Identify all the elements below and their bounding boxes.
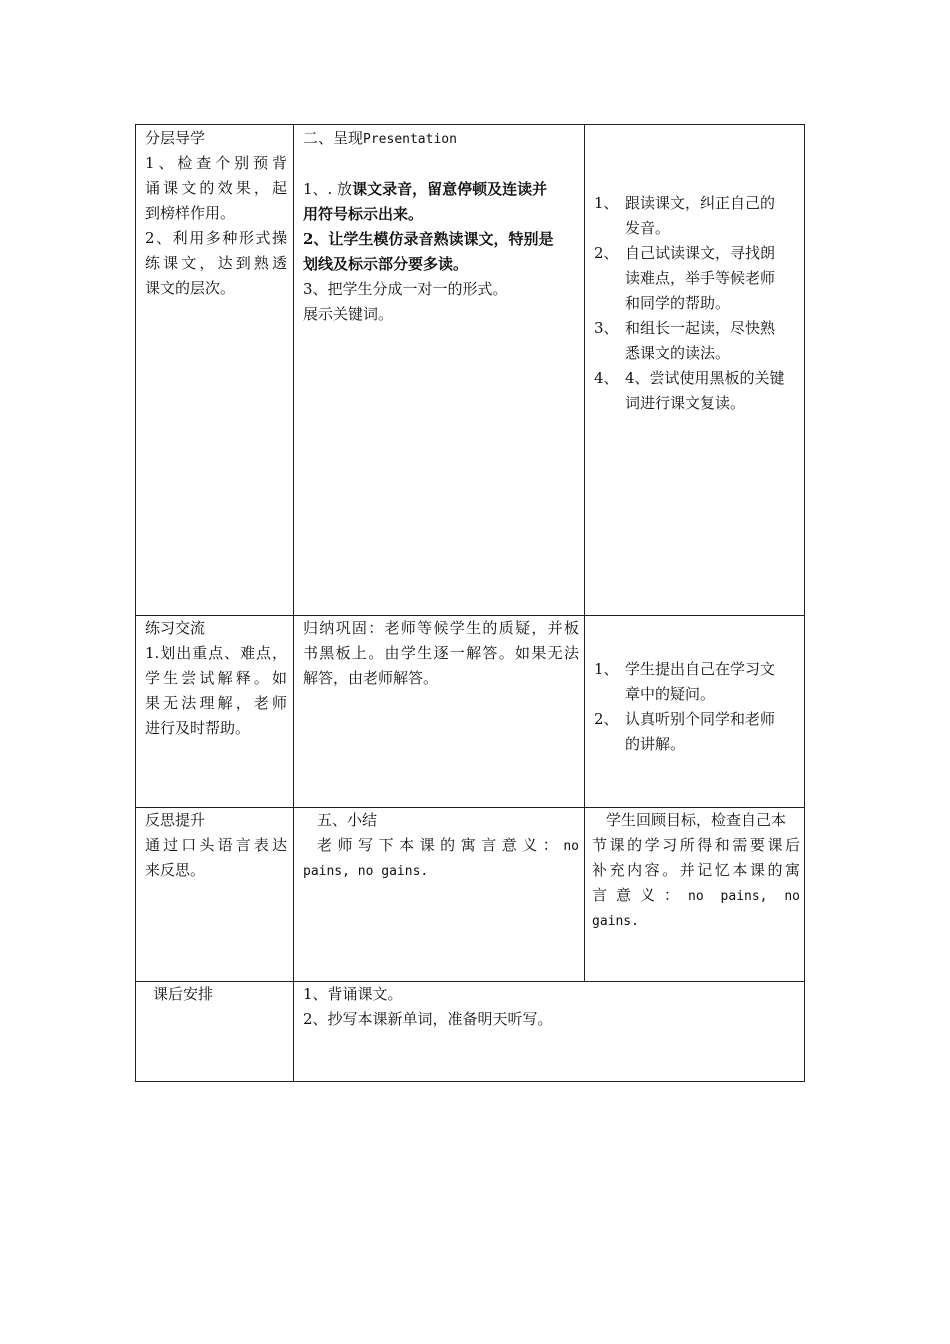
item-number: 4、 (594, 369, 619, 387)
row2-student-cell (594, 657, 800, 757)
item-number: 1、 (594, 660, 619, 678)
stage-line: 1.划出重点、难点， (145, 644, 287, 662)
stage-line: 果无法理解，老师 (145, 694, 287, 712)
student-activity-item: 2、 自己试读课文，寻找朗 读难点，举手等候老师 和同学的帮助。 (594, 241, 800, 316)
row2-teacher-cell (303, 616, 579, 691)
step-bold-text: 划线及标示部分要多读。 (303, 255, 469, 273)
item-number: 2、 (594, 710, 619, 728)
table-col-divider (293, 124, 294, 1082)
student-activity-item: 1、 学生提出自己在学习文 章中的疑问。 (594, 657, 800, 707)
item-number: 2、 (594, 244, 619, 262)
teacher-step-4: 展示关键词。 (303, 305, 394, 323)
section-heading (303, 126, 579, 152)
teacher-text-line: 归纳巩固：老师等候学生的质疑，并板 (303, 619, 579, 637)
student-text-line (592, 883, 800, 909)
teacher-step-3: 3、把学生分成一对一的形式。 (303, 280, 508, 298)
row1-student-cell (594, 191, 800, 416)
step-prefix: 1、. 放 (303, 180, 353, 198)
summary-title: 五、小结 (317, 811, 378, 829)
student-activity-item: 4、 4、尝试使用黑板的关键 词进行课文复读。 (594, 366, 800, 416)
table-col-divider (584, 124, 585, 982)
row3-teacher-cell (303, 808, 579, 884)
table-border-left (135, 124, 136, 1082)
summary-line-cn: 老师写下本课的寓言意义： (317, 836, 564, 854)
stage-title: 课后安排 (153, 985, 214, 1003)
table-border-bottom (135, 1081, 805, 1082)
stage-line: 诵课文的效果，起 (145, 179, 287, 197)
homework-line: 1、背诵课文。 (303, 985, 403, 1003)
row4-stage-cell (153, 982, 287, 1007)
table-border-top (135, 124, 805, 125)
summary-line: pains, no gains. (303, 864, 429, 879)
stage-line: 2、利用多种形式操 (145, 229, 287, 247)
stage-line: 学生尝试解释。如 (145, 669, 287, 687)
stage-line: 1、检查个别预背 (145, 154, 287, 172)
student-text-line: 学生回顾目标，检查自己本 (606, 811, 787, 829)
stage-title: 分层导学 (145, 129, 206, 147)
step-bold-text: 课文录音，留意停顿及连读并 (352, 180, 548, 198)
teacher-step-2: 2、让学生模仿录音熟读课文，特别是 (303, 230, 554, 248)
stage-title: 练习交流 (145, 619, 206, 637)
student-line-en: no pains, no (688, 889, 800, 904)
student-activity-item: 1、 跟读课文，纠正自己的 发音。 (594, 191, 800, 241)
stage-line: 到榜样作用。 (145, 204, 236, 222)
section-heading-en: Presentation (363, 132, 457, 147)
row3-stage-cell (145, 808, 287, 883)
student-activity-item: 2、 认真听别个同学和老师 的讲解。 (594, 707, 800, 757)
student-text-line: 节课的学习所得和需要课后 (592, 836, 800, 854)
stage-line: 课文的层次。 (145, 279, 236, 297)
teacher-text-line: 解答，由老师解答。 (303, 669, 439, 687)
stage-title: 反思提升 (145, 811, 206, 829)
stage-line: 来反思。 (145, 861, 206, 879)
row1-teacher-cell (303, 126, 579, 327)
student-activity-item: 3、 和组长一起读，尽快熟 悉课文的读法。 (594, 316, 800, 366)
summary-line (303, 833, 579, 859)
summary-line-en: no (563, 839, 579, 854)
row1-stage-cell (145, 126, 287, 301)
row4-homework-cell (303, 982, 793, 1032)
stage-line: 通过口头语言表达 (145, 836, 287, 854)
step-bold-text: 用符号标示出来。 (303, 205, 424, 223)
teacher-step-1 (303, 177, 579, 202)
teacher-text-line: 书黑板上。由学生逐一解答。如果无法 (303, 644, 579, 662)
row3-student-cell (592, 808, 800, 934)
student-text-line: gains. (592, 914, 639, 929)
lesson-plan-table (135, 124, 805, 1082)
homework-line: 2、抄写本课新单词，准备明天听写。 (303, 1010, 553, 1028)
table-border-right (804, 124, 805, 1082)
student-text-line: 补充内容。并记忆本课的寓 (592, 861, 800, 879)
stage-line: 进行及时帮助。 (145, 719, 251, 737)
item-number: 1、 (594, 194, 619, 212)
item-number: 3、 (594, 319, 619, 337)
row2-stage-cell (145, 616, 287, 741)
stage-line: 练课文，达到熟透 (145, 254, 287, 272)
student-line-cn: 言意义： (592, 886, 689, 904)
section-heading-cn: 二、呈现 (303, 129, 364, 147)
